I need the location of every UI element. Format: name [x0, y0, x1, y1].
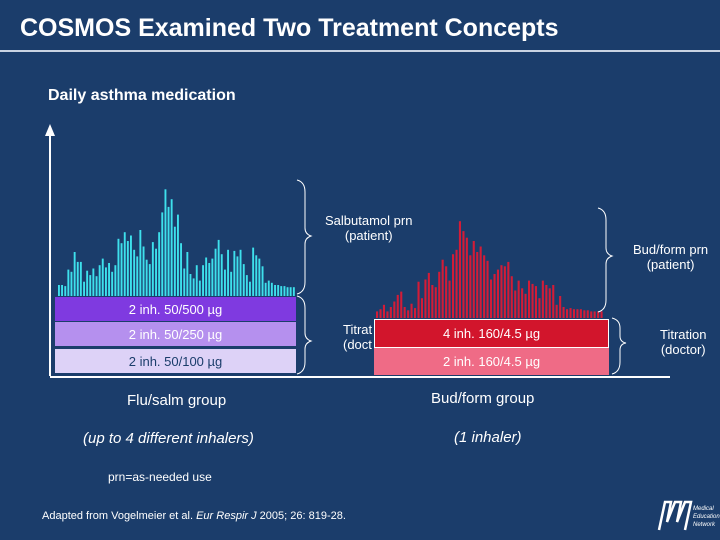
flu-salm-prn-bar-45: [199, 281, 201, 296]
bud-form-prn-bar-13: [421, 298, 423, 318]
flu-salm-prn-bar-56: [233, 251, 235, 296]
flu-salm-prn-bar-53: [224, 270, 226, 296]
flu-salm-prn-bar-34: [165, 189, 167, 296]
flu-salm-prn-bar-58: [240, 250, 242, 296]
bud-form-prn-bar-42: [521, 288, 523, 318]
flu-salm-prn-bar-0: [58, 285, 60, 296]
flu-salm-prn-bar-42: [190, 274, 192, 296]
bud-form-prn-bar-6: [397, 295, 399, 318]
left-titration-brace: [297, 296, 311, 374]
flu-salm-prn-bar-23: [130, 236, 132, 297]
flu-salm-prn-bar-54: [227, 250, 229, 296]
flu-salm-prn-bar-71: [280, 286, 282, 296]
bud-form-prn-bar-22: [452, 254, 454, 318]
bud-form-prn-bar-1: [380, 309, 382, 318]
flu-salm-prn-bar-41: [186, 252, 188, 296]
bud-form-prn-bar-46: [535, 286, 537, 318]
flu-salm-prn-bar-15: [105, 267, 107, 296]
left-prn-brace: [297, 180, 311, 294]
citation-journal: Eur Respir J: [196, 510, 257, 522]
salbutamol-prn-label: Salbutamol prn (patient): [325, 213, 413, 243]
logo-word-2: Education: [693, 514, 720, 520]
flu-salm-group-label: Flu/salm group: [127, 392, 227, 409]
bud-form-prn-bar-43: [525, 294, 527, 318]
bud-form-prn-bar-10: [411, 304, 413, 318]
flu-salm-prn-bar-26: [139, 230, 141, 296]
bud-form-inhaler-note: (1 inhaler): [454, 429, 522, 446]
flu-salm-prn-bar-74: [290, 287, 292, 296]
flu-salm-prn-bar-59: [243, 264, 245, 296]
bud-form-prn-bar-40: [514, 291, 516, 319]
y-axis-arrow-icon: [45, 124, 55, 136]
flu-salm-prn-bar-70: [277, 285, 279, 296]
bud-form-prn-bar-61: [587, 310, 589, 318]
bud-form-prn-bar-38: [507, 262, 509, 318]
bud-form-group-label: Bud/form group: [431, 390, 535, 407]
flu-salm-prn-bar-3: [67, 270, 69, 296]
bud-form-prn-bar-11: [414, 308, 416, 318]
bud-form-prn-bar-55: [566, 309, 568, 318]
flu-salm-prn-bar-35: [168, 207, 170, 296]
flu-salm-prn-bar-40: [183, 269, 185, 297]
flu-salm-prn-bar-13: [99, 265, 101, 296]
flu-salm-prn-bar-19: [118, 239, 120, 296]
flu-salm-prn-bar-64: [258, 259, 260, 296]
citation-suffix: 2005; 26: 819-28.: [256, 510, 346, 522]
flu-salm-prn-bar-24: [133, 250, 135, 296]
bud-form-prn-bar-2: [383, 305, 385, 318]
flu-salm-prn-bar-25: [136, 256, 138, 296]
flu-salm-prn-bar-61: [249, 282, 251, 296]
bud-form-prn-bar-51: [552, 285, 554, 318]
flu-salm-prn-bar-67: [268, 281, 270, 296]
flu-salm-prn-bar-72: [284, 286, 286, 296]
bud-form-prn-bar-8: [404, 307, 406, 318]
bud-form-prn-bar-32: [487, 261, 489, 318]
bud-form-prn-bar-24: [459, 221, 461, 318]
flu-salm-prn-bar-50: [215, 249, 217, 296]
flu-salm-prn-bar-44: [196, 265, 198, 296]
flu-salm-prn-bars: [58, 189, 295, 296]
bud-form-prn-bar-63: [594, 311, 596, 318]
bud-form-prn-bar-48: [542, 281, 544, 318]
flu-salm-prn-bar-43: [193, 278, 195, 296]
flu-salm-prn-bar-33: [161, 212, 163, 296]
flu-salm-prn-bar-63: [255, 255, 257, 296]
flu-salm-prn-bar-38: [177, 215, 179, 296]
flu-salm-prn-bar-46: [202, 265, 204, 296]
band-50-100: 2 inh. 50/100 µg: [55, 349, 296, 373]
flu-salm-prn-bar-68: [271, 283, 273, 296]
right-titration-brace: [612, 318, 626, 374]
flu-salm-prn-bar-47: [205, 258, 207, 297]
bud-form-prn-bar-65: [601, 311, 603, 318]
bud-form-prn-bar-45: [532, 284, 534, 318]
titration-doctor-label: Titration (doctor): [660, 327, 707, 357]
bud-form-prn-bar-18: [438, 272, 440, 318]
flu-salm-prn-bar-2: [64, 286, 66, 296]
bud-form-prn-label: Bud/form prn (patient): [633, 242, 709, 272]
citation-prefix: Adapted from Vogelmeier et al.: [42, 510, 197, 522]
bud-form-prn-bar-7: [400, 292, 402, 318]
diagram-subtitle: Daily asthma medication: [48, 87, 236, 104]
bud-form-prn-bar-39: [511, 276, 513, 318]
bud-form-prn-bar-4: [390, 307, 392, 318]
flu-salm-prn-bar-6: [77, 262, 79, 296]
bud-form-prn-bar-0: [376, 311, 378, 318]
logo-mark-icon: [659, 502, 691, 530]
bud-form-prn-bar-27: [469, 255, 471, 318]
bud-form-prn-bar-58: [576, 309, 578, 318]
flu-salm-prn-bar-8: [83, 282, 85, 296]
bud-form-prn-bar-25: [462, 231, 464, 318]
bud-form-prn-bar-20: [445, 266, 447, 318]
flu-salm-prn-bar-62: [252, 248, 254, 296]
flu-salm-prn-bar-31: [155, 249, 157, 296]
bud-form-prn-bar-33: [490, 280, 492, 319]
flu-salm-prn-bar-18: [114, 265, 116, 296]
bud-form-prn-bar-47: [538, 298, 540, 318]
bud-form-prn-bar-52: [556, 305, 558, 318]
flu-salm-prn-bar-73: [287, 287, 289, 296]
bud-form-prn-bar-34: [494, 274, 496, 318]
flu-salm-prn-bar-65: [262, 266, 264, 296]
flu-salm-prn-bar-21: [124, 232, 126, 296]
flu-salm-prn-bar-17: [111, 272, 113, 296]
bud-form-prn-bar-37: [504, 266, 506, 318]
flu-salm-prn-bar-75: [293, 287, 295, 296]
bud-form-prn-bar-59: [580, 309, 582, 318]
bud-form-prn-bar-60: [583, 310, 585, 318]
bud-form-prn-bar-12: [418, 282, 420, 318]
flu-salm-prn-bar-4: [71, 272, 73, 296]
flu-salm-prn-bar-28: [146, 260, 148, 296]
flu-salm-prn-bar-49: [211, 259, 213, 296]
bud-form-prn-bar-31: [483, 255, 485, 318]
prn-footnote: prn=as-needed use: [108, 470, 212, 484]
flu-salm-prn-bar-10: [89, 275, 91, 296]
bud-form-prn-bar-26: [466, 238, 468, 318]
bud-form-prn-bar-54: [563, 307, 565, 318]
bud-form-prn-bar-15: [428, 273, 430, 318]
logo-word-1: Medical: [693, 506, 714, 512]
flu-salm-inhaler-note: (up to 4 different inhalers): [83, 430, 254, 447]
flu-salm-prn-bar-12: [96, 276, 98, 296]
flu-salm-prn-bar-39: [180, 243, 182, 296]
bud-form-prn-bar-9: [407, 310, 409, 318]
bud-form-prn-bar-62: [590, 311, 592, 318]
bud-form-prn-bar-29: [476, 252, 478, 318]
right-prn-brace: [598, 208, 612, 312]
flu-salm-prn-bar-32: [158, 232, 160, 296]
bud-form-prn-bar-36: [500, 265, 502, 318]
bud-form-prn-bar-56: [570, 308, 572, 318]
flu-salm-prn-bar-9: [86, 271, 88, 296]
flu-salm-prn-bar-52: [221, 254, 223, 296]
flu-salm-prn-bar-66: [265, 283, 267, 296]
flu-salm-prn-bar-14: [102, 259, 104, 296]
flu-salm-prn-bar-20: [121, 243, 123, 296]
flu-salm-prn-bar-16: [108, 263, 110, 296]
bud-form-prn-bar-17: [435, 287, 437, 318]
logo-word-3: Network: [693, 522, 716, 528]
slide-title: COSMOS Examined Two Treatment Concepts: [20, 14, 559, 42]
bud-form-prn-bar-16: [431, 285, 433, 318]
bud-form-prn-bar-21: [449, 281, 451, 318]
bud-form-prn-bar-3: [386, 311, 388, 318]
band-2-inh: 2 inh. 160/4.5 µg: [374, 348, 609, 375]
flu-salm-prn-bar-30: [152, 242, 154, 296]
band-50-250: 2 inh. 50/250 µg: [55, 322, 296, 346]
flu-salm-prn-bar-27: [143, 247, 145, 297]
bud-form-prn-bar-28: [473, 241, 475, 318]
bud-form-prn-bar-53: [559, 296, 561, 318]
citation: [42, 510, 346, 522]
medical-education-network-logo: [655, 496, 720, 536]
flu-salm-prn-bar-36: [171, 199, 173, 296]
bud-form-prn-bar-30: [480, 247, 482, 319]
flu-salm-prn-bar-11: [92, 269, 94, 297]
flu-salm-prn-bar-5: [74, 252, 76, 296]
flu-salm-prn-bar-69: [274, 285, 276, 296]
bud-form-prn-bar-19: [442, 260, 444, 318]
flu-salm-prn-bar-1: [61, 285, 63, 296]
bud-form-prn-bar-50: [549, 288, 551, 318]
band-50-500: 2 inh. 50/500 µg: [55, 297, 296, 321]
bud-form-prn-bar-35: [497, 270, 499, 318]
flu-salm-prn-bar-57: [237, 256, 239, 296]
flu-salm-prn-bar-55: [230, 272, 232, 296]
flu-salm-prn-bar-7: [80, 262, 82, 296]
flu-salm-prn-bar-48: [208, 263, 210, 296]
bud-form-prn-bar-41: [518, 281, 520, 318]
titration-label-partial: Titrat (doct: [343, 322, 373, 352]
bud-form-prn-bar-5: [393, 302, 395, 319]
flu-salm-prn-bar-60: [246, 275, 248, 296]
bud-form-prn-bar-23: [456, 250, 458, 318]
bud-form-prn-bar-44: [528, 281, 530, 318]
flu-salm-prn-bar-51: [218, 240, 220, 296]
bud-form-prn-bar-14: [424, 280, 426, 319]
flu-salm-prn-bar-37: [174, 227, 176, 296]
bud-form-prn-bar-49: [545, 285, 547, 318]
bud-form-prn-bar-57: [573, 309, 575, 318]
flu-salm-prn-bar-29: [149, 264, 151, 296]
flu-salm-prn-bar-22: [127, 241, 129, 296]
band-4-inh: 4 inh. 160/4.5 µg: [374, 319, 609, 348]
